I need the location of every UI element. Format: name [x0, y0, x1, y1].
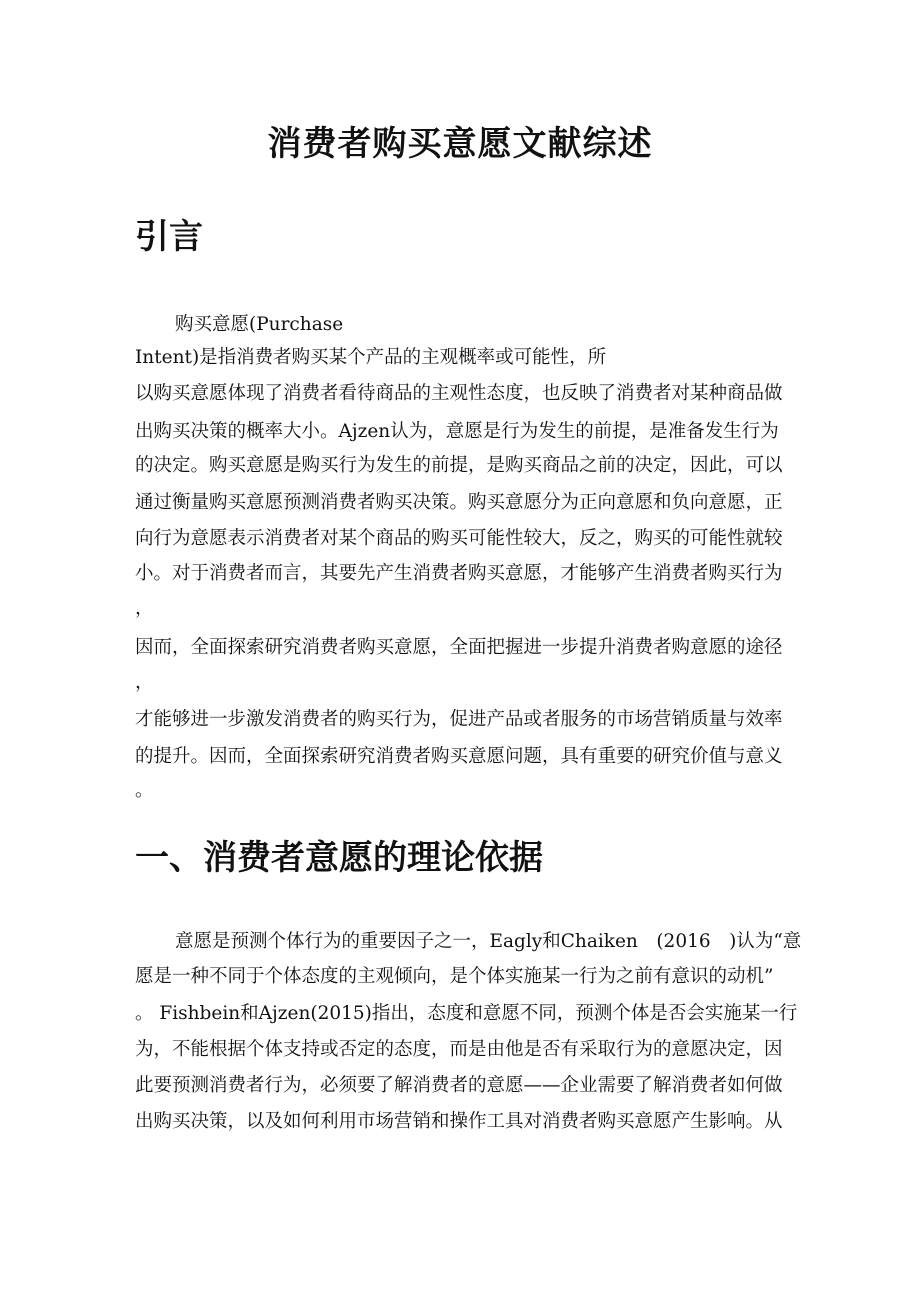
paragraph-line: 通过衡量购买意愿预测消费者购买决策。购买意愿分为正向意愿和负向意愿，正	[135, 492, 783, 513]
paragraph-line: 的决定。购买意愿是购买行为发生的前提，是购买商品之前的决定，因此，可以	[135, 455, 783, 476]
paragraph-line: Intent)是指消费者购买某个产品的主观概率或可能性，所	[135, 347, 607, 368]
paragraph-line: 小。对于消费者而言，其要先产生消费者购买意愿，才能够产生消费者购买行为	[135, 563, 783, 584]
section-heading-introduction: 引言	[135, 217, 203, 257]
section-heading-theory: 一、消费者意愿的理论依据	[135, 838, 543, 878]
paragraph-line: 的提升。因而，全面探索研究消费者购买意愿问题，具有重要的研究价值与意义	[135, 746, 783, 767]
paragraph-line: ，	[135, 598, 154, 619]
paragraph-line: 向行为意愿表示消费者对某个商品的购买可能性较大，反之，购买的可能性就较	[135, 528, 783, 549]
paragraph-line: 。	[135, 780, 154, 801]
paragraph-line: 以购买意愿体现了消费者看待商品的主观性态度，也反映了消费者对某种商品做	[135, 383, 783, 404]
paragraph-line: 意愿是预测个体行为的重要因子之一，Eagly和Chaiken (2016 )认为“意	[175, 931, 802, 952]
paragraph-line: 此要预测消费者行为，必须要了解消费者的意愿——企业需要了解消费者如何做	[135, 1075, 783, 1096]
paragraph-line: 。 Fishbein和Ajzen(2015)指出，态度和意愿不同，预测个体是否会实施某一行	[135, 1003, 798, 1024]
paragraph-line: 为，不能根据个体支持或否定的态度，而是由他是否有采取行为的意愿决定，因	[135, 1039, 783, 1060]
paragraph-line: 才能够进一步激发消费者的购买行为，促进产品或者服务的市场营销质量与效率	[135, 709, 783, 730]
paragraph-line: 购买意愿(Purchase	[175, 314, 344, 335]
paragraph-line: 出购买决策，以及如何利用市场营销和操作工具对消费者购买意愿产生影响。从	[135, 1111, 783, 1132]
paragraph-line: ，	[135, 672, 154, 693]
paragraph-line: 出购买决策的概率大小。Ajzen认为，意愿是行为发生的前提，是准备发生行为	[135, 421, 779, 442]
document-title: 消费者购买意愿文献综述	[267, 124, 653, 164]
paragraph-line: 因而，全面探索研究消费者购买意愿，全面把握进一步提升消费者购意愿的途径	[135, 637, 783, 658]
paragraph-line: 愿是一种不同于个体态度的主观倾向，是个体实施某一行为之前有意识的动机”	[135, 966, 774, 987]
